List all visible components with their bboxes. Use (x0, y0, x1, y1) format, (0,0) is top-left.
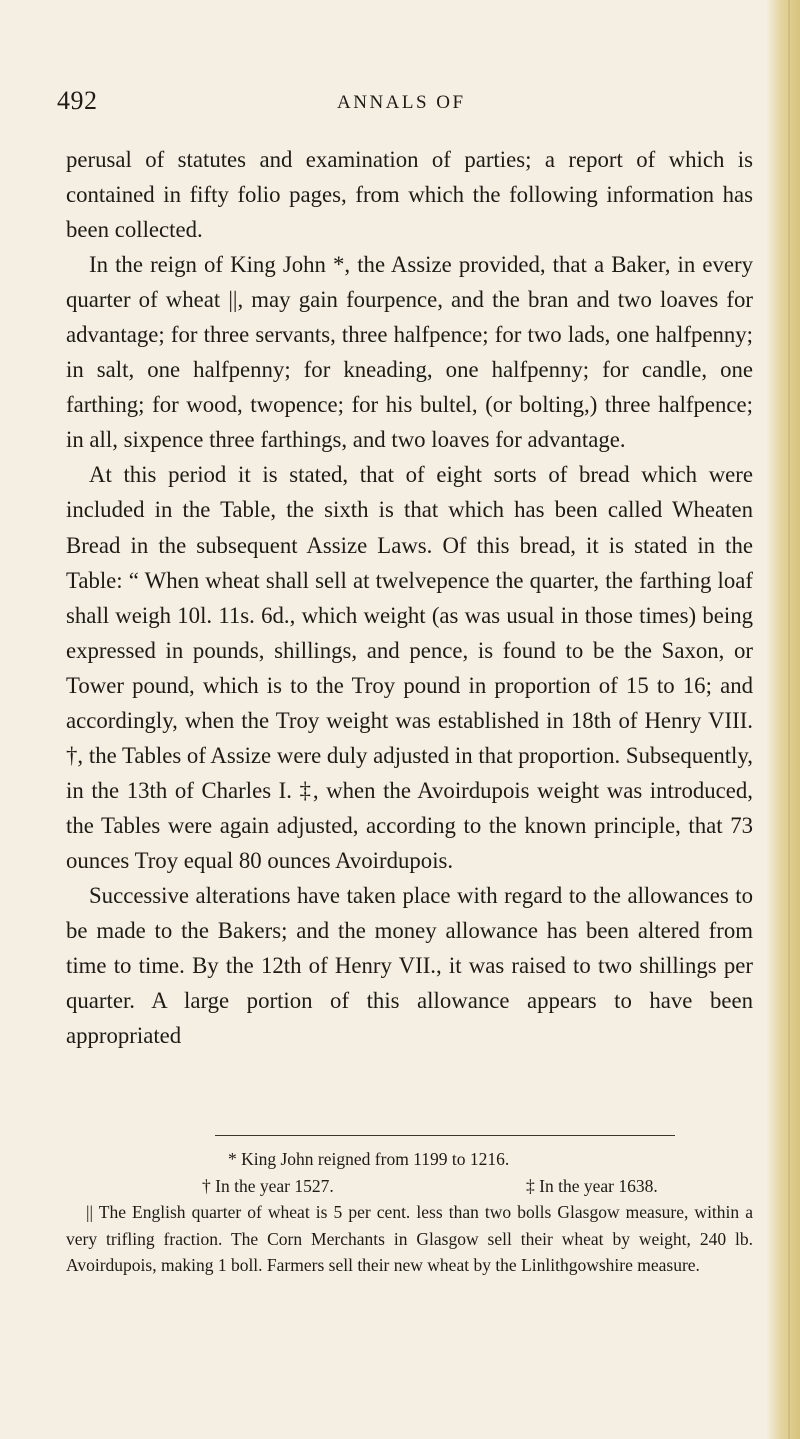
running-title: ANNALS OF (337, 92, 466, 113)
page-edge-shadow (766, 0, 800, 1439)
footnote-dagger: † In the year 1527. (202, 1175, 334, 1196)
page-edge-line (788, 0, 790, 1439)
paragraph-4: Successive alterations have taken place with regard to the allowances to be made to the Bakers; and the money allowance has been altered from time to time. By the 12th of Henry VII., it was raised to two shillings per quarter. A large portion of this allowance appears to have been appropriated (66, 882, 753, 1049)
footnote-star: * King John reigned from 1199 to 1216. (228, 1149, 510, 1169)
footnote-parallel: || The English quarter of wheat is 5 per cent. less than two bolls Glasgow measure, within a very trifling fraction. The Corn Merchants in Glasgow sell their wheat by weight, 240 lb. Avoirdupois, making 1 boll. Farmers sell their new wheat by the Linlithgowshire measure. (66, 1202, 753, 1275)
footnote-divider (215, 1135, 675, 1136)
footnotes (66, 1146, 753, 1279)
paragraph-3: At this period it is stated, that of eight sorts of bread which were included in the Table, the sixth is that which has been called Wheaten Bread in the subsequent Assize Laws. Of this bread, it is stated in the Table: “ When wheat shall sell at twelvepence the quarter, the farthing loaf shall weigh 10l. 11s. 6d., which weight (as was usual in those times) being expressed in pounds, shillings, and pence, is found to be the Saxon, or Tower pound, which is to the Troy pound in proportion of 15 to 16; and accordingly, when the Troy weight was established in 18th of Henry VIII. †, the Tables of Assize were duly adjusted in that proportion. Subsequently, in the 13th of Charles I. ‡, when the Avoirdupois weight was introduced, the Tables were again adjusted, according to the known principle, that 73 ounces Troy equal 80 ounces Avoirdupois. (66, 462, 753, 873)
footnote-double-dagger: ‡ In the year 1638. (526, 1175, 658, 1196)
page-number: 492 (57, 86, 98, 115)
footnote-pair (66, 1173, 753, 1200)
paragraph-1: perusal of statutes and examination of parties; a report of which is contained in fifty folio pages, from which the following information has been collected. (66, 147, 753, 243)
body-text (66, 142, 753, 1053)
page-header (57, 86, 757, 126)
paragraph-2: In the reign of King John *, the Assize provided, that a Baker, in every quarter of wheat ||, may gain fourpence, and the bran and two loaves for advantage; for three servants, three halfpence; for two lads, one halfpenny; in salt, one halfpenny; for kneading, one halfpenny; for candle, one farthing; for wood, twopence; for his bultel, (or bolting,) three halfpence; in all, sixpence three farthings, and two loaves for advantage. (66, 252, 753, 453)
